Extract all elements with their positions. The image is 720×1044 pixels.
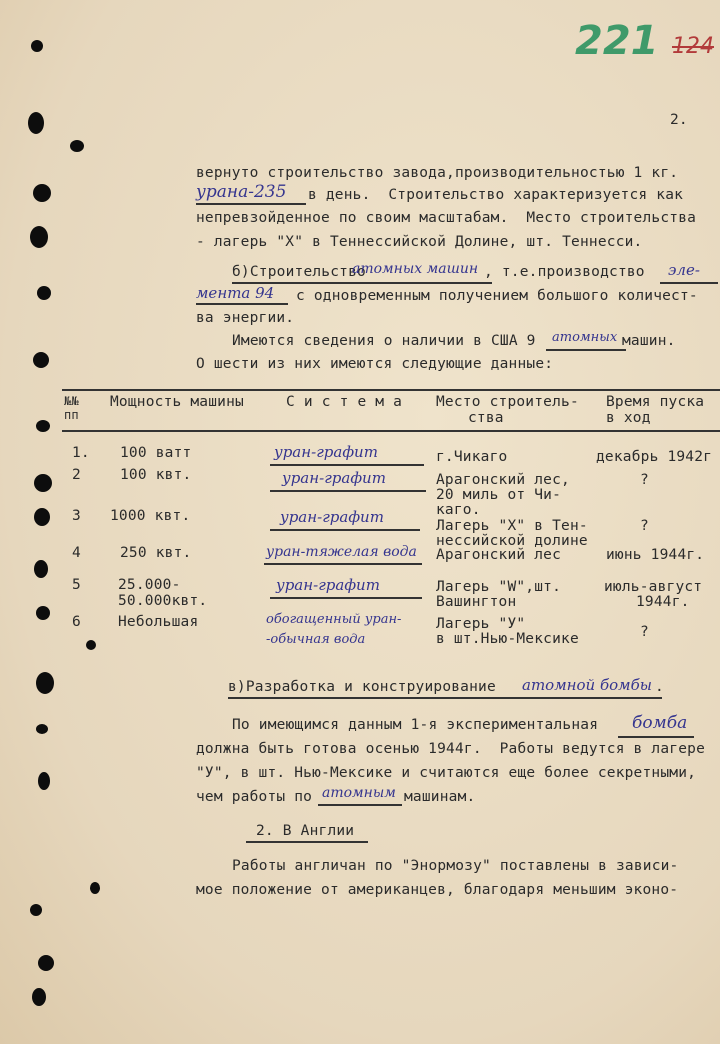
- underline: [546, 349, 626, 351]
- para3-line4-end: машинам.: [404, 789, 476, 805]
- para1-line3: непревзойденное по своим масштабам. Место строительства: [196, 210, 697, 226]
- binder-hole: [33, 184, 51, 202]
- row5-time-1: июль-август: [604, 579, 703, 595]
- binder-hole: [38, 772, 50, 790]
- underline: [270, 464, 424, 466]
- row6-system: обогащенный уран- -обычная вода: [266, 612, 402, 647]
- binder-hole: [28, 112, 44, 134]
- para2-line5: О шести из них имеются следующие данные:: [196, 356, 554, 372]
- row4-power: 250 квт.: [120, 545, 192, 561]
- binder-hole: [33, 352, 49, 368]
- old-page-number: 124: [672, 34, 714, 59]
- header-system: С и с т е м а: [286, 394, 403, 410]
- row5-place-1: Лагерь "W",шт.: [436, 579, 562, 595]
- handwritten-atomic-2: атомных: [552, 330, 618, 345]
- row6-power: Небольшая: [118, 614, 199, 630]
- row2-place-1: Арагонский лес,: [436, 472, 570, 488]
- para1-line1: вернуто строительство завода,производительностью 1 кг.: [196, 165, 679, 181]
- row1-num: 1.: [72, 445, 90, 461]
- header-time-2: в ход: [606, 410, 651, 426]
- binder-hole: [90, 882, 100, 894]
- handwritten-element-1: эле-: [668, 261, 700, 279]
- handwritten-bomb: бомба: [632, 713, 688, 733]
- para3-line2: должна быть готова осенью 1944г. Работы ведутся в лагере: [196, 741, 705, 757]
- row3-time: ?: [640, 518, 649, 534]
- handwritten-element-2: мента 94: [196, 284, 275, 302]
- binder-hole: [36, 420, 50, 432]
- row1-power: 100 ватт: [120, 445, 192, 461]
- underline: [270, 490, 426, 492]
- para2-line4: Имеются сведения о наличии в США 9: [232, 333, 536, 349]
- binder-hole: [36, 724, 48, 734]
- para4-line1: Работы англичан по "Энормозу" поставлены в зависи-: [232, 858, 679, 874]
- underline: [270, 529, 420, 531]
- section-c-label: в)Разработка и конструирование: [228, 679, 496, 695]
- binder-hole: [36, 672, 54, 694]
- binder-hole: [34, 560, 48, 578]
- para2-label: б)Строительство: [232, 264, 366, 280]
- row4-num: 4: [72, 545, 81, 561]
- row3-num: 3: [72, 508, 81, 524]
- row3-place-1: Лагерь "X" в Тен-: [436, 518, 588, 534]
- underline: [228, 697, 662, 699]
- binder-hole: [36, 606, 50, 620]
- para2-line2: с одновременным получением большого количест-: [296, 288, 698, 304]
- underline: [246, 841, 368, 843]
- section-2-heading: 2. В Англии: [256, 823, 355, 839]
- row4-time: июнь 1944г.: [606, 547, 705, 563]
- row5-system: уран-графит: [276, 576, 380, 594]
- section-c-end: .: [655, 679, 664, 695]
- binder-hole: [30, 904, 42, 916]
- handwritten-uranium: урана-235: [196, 182, 287, 202]
- underline: [264, 563, 422, 565]
- underline: [318, 804, 402, 806]
- underline: [196, 203, 306, 205]
- row2-system: уран-графит: [282, 469, 386, 487]
- underline: [660, 282, 718, 284]
- row3-system: уран-графит: [280, 508, 384, 526]
- row1-time: декабрь 1942г: [596, 449, 713, 465]
- para2-line4-end: машин.: [622, 333, 676, 349]
- binder-hole: [37, 286, 51, 300]
- binder-hole: [34, 508, 50, 526]
- row6-place-1: Лагерь "У": [436, 616, 526, 632]
- row5-num: 5: [72, 577, 81, 593]
- binder-hole: [32, 988, 46, 1006]
- handwritten-atomic-bomb: атомной бомбы: [522, 676, 652, 694]
- binder-hole: [30, 226, 48, 248]
- row2-place-2: 20 миль от Чи-: [436, 487, 562, 503]
- table-top-rule: [62, 389, 720, 391]
- para2-line3: ва энергии.: [196, 310, 295, 326]
- binder-hole: [70, 140, 84, 152]
- row4-system: уран-тяжелая вода: [266, 544, 417, 560]
- row1-place: г.Чикаго: [436, 449, 508, 465]
- row5-time-2: 1944г.: [636, 594, 690, 610]
- handwritten-atomic-machines: атомных машин: [352, 261, 479, 277]
- archive-number: 221: [575, 18, 659, 64]
- row6-place-2: в шт.Нью-Мексике: [436, 631, 579, 647]
- table-header-rule: [62, 430, 720, 432]
- header-place-2: ства: [468, 410, 504, 426]
- para2-line1-rest: , т.е.производство: [484, 264, 645, 280]
- row6-num: 6: [72, 614, 81, 630]
- binder-hole: [34, 474, 52, 492]
- row3-power: 1000 квт.: [110, 508, 191, 524]
- row6-time: ?: [640, 624, 649, 640]
- binder-hole: [86, 640, 96, 650]
- row1-system: уран-графит: [274, 443, 378, 461]
- underline: [618, 736, 694, 738]
- row3-place-2: нессийской долине: [436, 533, 588, 549]
- para1-line2: в день. Строительство характеризуется как: [308, 187, 684, 203]
- page-number: 2.: [670, 112, 688, 128]
- row5-place-2: Вашингтон: [436, 594, 517, 610]
- para4-line2: мое положение от американцев, благодаря меньшим эконо-: [196, 882, 679, 898]
- header-num-1: №№: [64, 394, 79, 408]
- header-place-1: Место строитель-: [436, 394, 579, 410]
- para3-line4-start: чем работы по: [196, 789, 313, 805]
- row2-power: 100 квт.: [120, 467, 192, 483]
- handwritten-atomic-3: атомным: [322, 785, 396, 801]
- header-num-2: пп: [64, 408, 79, 422]
- underline: [196, 303, 288, 305]
- binder-hole: [31, 40, 43, 52]
- para1-line4: - лагерь "X" в Теннессийской Долине, шт. Теннесси.: [196, 234, 643, 250]
- row2-time: ?: [640, 472, 649, 488]
- header-time-1: Время пуска: [606, 394, 705, 410]
- row4-place: Арагонский лес: [436, 547, 562, 563]
- row2-num: 2: [72, 467, 81, 483]
- row5-power: 25.000- 50.000квт.: [118, 577, 208, 609]
- underline: [270, 597, 422, 599]
- para3-line1: По имеющимся данным 1-я экспериментальная: [232, 717, 599, 733]
- binder-hole: [38, 955, 54, 971]
- row2-place-3: каго.: [436, 502, 481, 518]
- para3-line3: "У", в шт. Нью-Мексике и считаются еще более секретными,: [196, 765, 697, 781]
- header-power: Мощность машины: [110, 394, 244, 410]
